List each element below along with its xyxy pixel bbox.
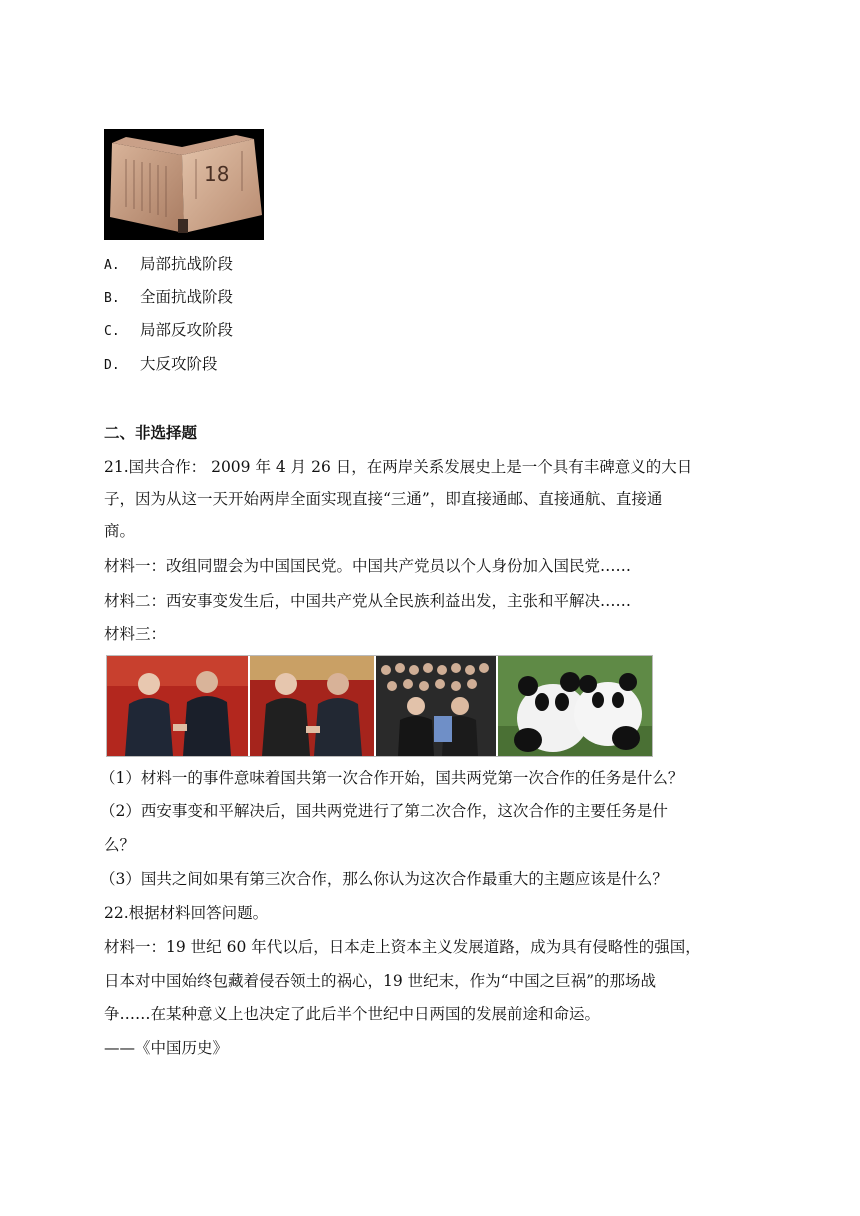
panda-photo <box>496 656 652 756</box>
option-d <box>104 354 218 376</box>
q21-material-3-label: 材料三： <box>104 625 167 643</box>
option-text: 局部抗战阶段 <box>140 255 234 273</box>
q21-sub-question-1: （1）材料一的事件意味着国共第一次合作开始，国共两党第一次合作的任务是什么？ <box>100 769 684 787</box>
ceremony-photo <box>374 656 496 756</box>
option-b <box>104 287 233 309</box>
q21-intro-line-3: 商。 <box>104 522 136 540</box>
option-letter: D. <box>104 358 120 373</box>
material-3-photos <box>106 655 653 757</box>
q22-source: ——《中国历史》 <box>104 1039 229 1057</box>
q21-sub-question-2: （2）西安事变和平解决后，国共两党进行了第二次合作，这次合作的主要任务是什 <box>100 802 668 820</box>
q22-material-line-2: 日本对中国始终包藏着侵吞领土的祸心，19 世纪末，作为“中国之巨祸”的那场战 <box>104 972 657 990</box>
q21-material-2: 材料二：西安事变发生后，中国共产党从全民族利益出发，主张和平解决…… <box>104 592 632 610</box>
option-c <box>104 320 233 342</box>
handshake-photo-1 <box>107 656 248 756</box>
q21-intro-line-1: 21.国共合作： 2009 年 4 月 26 日，在两岸关系发展史上是一个具有丰碑意义的大日 <box>104 458 693 476</box>
option-letter: C. <box>104 324 120 339</box>
option-a <box>104 254 233 276</box>
q22-material-line-3: 争……在某种意义上也决定了此后半个世纪中日两国的发展前途和命运。 <box>104 1005 601 1023</box>
monument-number: 18 <box>204 162 230 186</box>
q22-material-line-1: 材料一：19 世纪 60 年代以后，日本走上资本主义发展道路，成为具有侵略性的强国， <box>104 938 701 956</box>
monument-photo <box>104 129 264 240</box>
option-letter: A. <box>104 258 120 273</box>
handshake-photo-2 <box>248 656 374 756</box>
q22-title: 22.根据材料回答问题。 <box>104 904 269 922</box>
q21-sub-question-3: （3）国共之间如果有第三次合作，那么你认为这次合作最重大的主题应该是什么？ <box>100 870 668 888</box>
section-title: 二、非选择题 <box>104 423 198 442</box>
option-text: 全面抗战阶段 <box>140 288 234 306</box>
option-letter: B. <box>104 291 120 306</box>
q21-sub-question-2-cont: 么？ <box>104 836 136 854</box>
option-text: 局部反攻阶段 <box>140 321 234 339</box>
option-text: 大反攻阶段 <box>140 355 218 373</box>
q21-intro-line-2: 子，因为从这一天开始两岸全面实现直接“三通”，即直接通邮、直接通航、直接通 <box>104 490 663 508</box>
q21-material-1: 材料一：改组同盟会为中国国民党。中国共产党员以个人身份加入国民党…… <box>104 557 632 575</box>
